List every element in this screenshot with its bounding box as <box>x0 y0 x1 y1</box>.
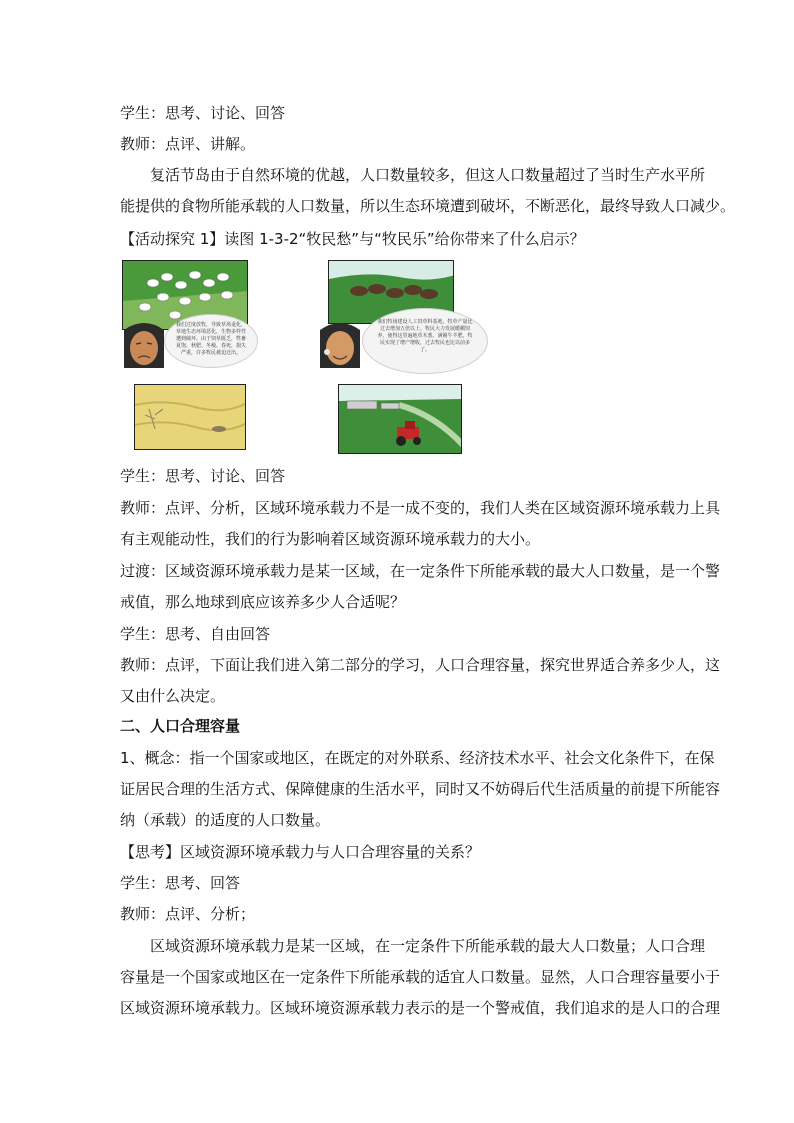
text-line: 学生：思考、讨论、回答 <box>120 104 286 122</box>
desertified-land-panel <box>134 384 246 450</box>
text-line: 教师：点评、讲解。 <box>120 135 256 153</box>
text-line: 教师：点评、分析； <box>120 905 256 923</box>
text-line: 区域资源环境承载力。区域环境资源承载力表示的是一个警戒值，我们追求的是人口的合理 <box>120 999 721 1017</box>
desert-illustration <box>135 385 246 450</box>
text-line: 证居民合理的生活方式、保障健康的生活水平，同时又不妨碍后代生活质量的前提下所能容 <box>120 780 721 798</box>
speech-text-right: 我们牧场建设人工饲草料基地，牧草产量比过去增加五倍以上。牧民大力发展暖棚饲养，使得这里遍地草木葱、满圈牛羊肥。牧民实现了增产增收，过去牧民也比以前多了。 <box>377 319 473 353</box>
speech-bubble-left <box>164 314 258 368</box>
modern-farm-panel <box>338 384 462 454</box>
section-heading: 二、人口合理容量 <box>120 717 241 735</box>
text-line: 又由什么决定。 <box>120 687 226 705</box>
text-line: 能提供的食物所能承载的人口数量，所以生态环境遭到破坏，不断恶化，最终导致人口减少。 <box>120 197 736 215</box>
text-line: 教师：点评，下面让我们进入第二部分的学习，人口合理容量，探究世界适合养多少人，这 <box>120 656 721 674</box>
text-line: 纳（承载）的适度的人口数量。 <box>120 811 331 829</box>
text-line: 【思考】区域资源环境承载力与人口合理容量的关系？ <box>120 843 481 861</box>
tractor-farm-illustration <box>339 385 462 454</box>
text-line: 有主观能动性，我们的行为影响着区域资源环境承载力的大小。 <box>120 530 541 548</box>
figure-1-3-2 <box>118 256 490 456</box>
text-line: 【活动探究 1】读图 1-3-2“牧民愁”与“牧民乐”给你带来了什么启示？ <box>120 230 585 248</box>
text-line: 区域资源环境承载力是某一区域，在一定条件下所能承载的最大人口数量；人口合理 <box>150 937 706 955</box>
text-line: 1、概念：指一个国家或地区，在既定的对外联系、经济技术水平、社会文化条件下，在保 <box>120 749 715 767</box>
speech-text-left: 我们过度放牧，导致草场退化，草地生态环境恶化，生物多样性遭到破坏。由于饲草匮乏，牲畜夏饱、秋肥、冬瘦、春死，损失严重，许多牧民被迫迁出。 <box>175 322 246 356</box>
happy-herder-illustration <box>314 320 366 372</box>
text-line: 学生：思考、回答 <box>120 874 241 892</box>
text-line: 学生：思考、讨论、回答 <box>120 467 286 485</box>
speech-bubble-right <box>362 308 488 374</box>
text-line: 学生：思考、自由回答 <box>120 625 271 643</box>
text-line: 复活节岛由于自然环境的优越，人口数量较多，但这人口数量超过了当时生产水平所 <box>150 166 706 184</box>
text-line: 容量是一个国家或地区在一定条件下所能承载的适宜人口数量。显然，人口合理容量要小于 <box>120 968 721 986</box>
text-line: 教师：点评、分析，区域环境承载力不是一成不变的，我们人类在区域资源环境承载力上具 <box>120 499 721 517</box>
worried-herder-illustration <box>118 320 170 372</box>
text-line: 戒值，那么地球到底应该养多少人合适呢？ <box>120 593 406 611</box>
text-line: 过渡：区域资源环境承载力是某一区域，在一定条件下所能承载的最大人口数量，是一个警 <box>120 562 721 580</box>
